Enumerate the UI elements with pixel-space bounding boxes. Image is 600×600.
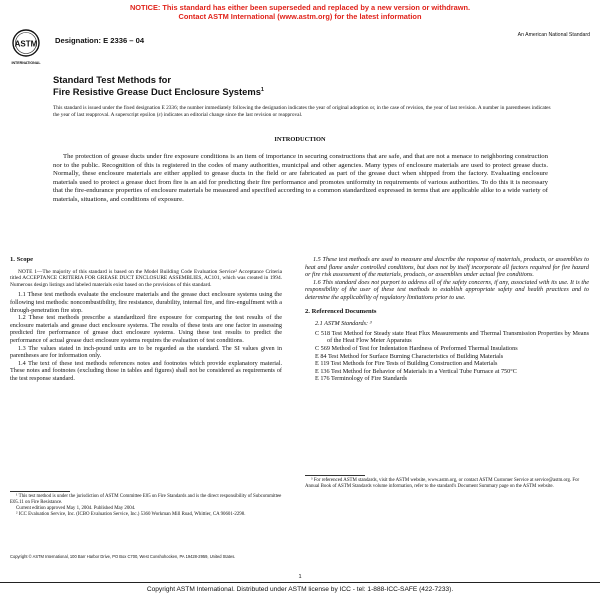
license-line: Copyright ASTM International. Distributed under ASTM license by ICC - tel: 1-888-ICC-SAFE (422-7233). (146, 586, 454, 593)
footnotes-right (305, 478, 589, 490)
reference-item: E 136 Test Method for Behavior of Materials in a Vertical Tube Furnace at 750°C (315, 367, 517, 375)
right-column (305, 256, 589, 383)
footnotes-left (10, 494, 282, 518)
reference-list (305, 330, 589, 383)
notice-line-2: Contact ASTM International (www.astm.org) for the latest information (178, 12, 422, 21)
footnote-1: ¹ This test method is under the jurisdiction of ASTM Committee E05 on Fire Standards and is the direct responsibility of Subcommittee E05.11 on Fire Resistance. (10, 494, 282, 505)
svg-text:ASTM: ASTM (14, 39, 38, 49)
introduction-text: The protection of grease ducts under fire exposure conditions is an item of importance in securing constructions that are safe, and that are not a menace to neighboring construction nor to the public. Recognition of this is registered in the codes of many authorities, municipal and other agencies. Many types of enclosure materials are used to protect grease ducts. Normally, these enclosure materials are either applied to grease ducts in the field or are fabricated as part of the grease duct when shipped from the factory. Evaluating enclosure materials used to protect a grease duct from fire is an aid for predicting their fire performance and promotes uniformity in requirements of various authorities. To do this it is necessary that the fire-endurance properties of enclosure materials be measured and specified according to a common standardized expressed in terms that are applicable alike to a wide variety of materials, situations, and conditions of exposure. (53, 153, 548, 203)
note-1: NOTE 1—The majority of this standard is based on the Model Building Code Evaluation Service² Acceptance Criteria titled ACCEPTANCE CRITERIA FOR GREASE DUCT ENCLOSURE ASSEMBLIES, AC101, which was created in 1994. Numerous design listings and labeled materials exist based on the provisions of this standard. (10, 268, 282, 288)
astm-logo-icon (10, 28, 42, 68)
footnote-divider-right (305, 475, 365, 476)
title-line-2: Fire Resistive Grease Duct Enclosure Systems$^1$ (53, 86, 264, 98)
referenced-documents-heading: 2. Referenced Documents (305, 307, 377, 315)
supersede-notice (0, 3, 600, 21)
introduction-heading: INTRODUCTION (274, 136, 326, 143)
footnote-divider-left (10, 491, 70, 492)
astm-standards-subheading: 2.1 ASTM Standards: ³ (315, 320, 372, 328)
reference-item: C 569 Method of Test for Indentation Hardness of Preformed Thermal Insulations (315, 344, 518, 352)
reference-item: E 84 Test Method for Surface Burning Characteristics of Building Materials (315, 352, 504, 360)
reference-item: E 176 Terminology of Fire Standards (315, 375, 408, 383)
bottom-divider (0, 582, 600, 583)
footnote-3: ³ For referenced ASTM standards, visit the ASTM website, www.astm.org, or contact ASTM Customer Service at service@astm.org. For Annual Book of ASTM Standards volume information, refer to the standard's Document Summary page on the ASTM website. (305, 478, 580, 489)
page-number: 1 (298, 574, 302, 580)
footnote-2: ² ICC Evaluation Service, Inc. (ICBO Evaluation Service, Inc.) 5360 Workman Mill Road, Whittier, CA 90601-2298. (16, 512, 246, 517)
paragraph-1-6: 1.6 This standard does not purport to address all of the safety concerns, if any, associated with its use. It is the responsibility of the user of these test methods to establish appropriate safety and health practices and to determine the applicability of regulatory limitations prior to use. (305, 278, 589, 301)
document-title (53, 75, 264, 97)
left-column (10, 256, 282, 383)
paragraph-1-1: 1.1 These test methods evaluate the enclosure materials and the grease duct enclosure systems using the following test methods: noncombustibility, fire resistance, durability, internal fire, and fire-engulfment with a through-penetration fire stop. (10, 291, 282, 314)
ans-label: An American National Standard (517, 32, 590, 38)
paragraph-1-5: 1.5 These test methods are used to measure and describe the response of materials, products, or assemblies to heat and flame under controlled conditions, but does not by itself incorporate all factors required for fire hazard or fire risk assessment of the materials, products, or assemblies under actual fire conditions. (305, 256, 589, 279)
notice-line-1: NOTICE: This standard has either been superseded and replaced by a new version or withdrawn. (129, 3, 471, 12)
standard-note: This standard is issued under the fixed designation E 2336; the number immediately following the designation indicates the year of original adoption or, in the case of revision, the year of last revision. A number in parentheses indicates the year of last reapproval. A superscript epsilon (ε) indicates an editorial change since the last revision or reapproval. (53, 105, 551, 118)
copyright-line: Copyright © ASTM International, 100 Barr Harbor Drive, PO Box C700, West Conshohocken, PA 19428-2959, United States. (10, 554, 236, 559)
title-line-1: Standard Test Methods for (53, 74, 172, 85)
scope-heading: 1. Scope (10, 256, 34, 263)
paragraph-1-3: 1.3 The values stated in inch-pound units are to be regarded as the standard. The SI values given in parentheses are for information only. (10, 344, 282, 360)
designation: Designation: E 2336 – 04 (55, 36, 145, 45)
reference-item: E 119 Test Methods for Fire Tests of Building Construction and Materials (315, 360, 498, 368)
reference-item: C 518 Test Method for Steady state Heat Flux Measurements and Thermal Transmission Properties by Means of the Heat Flow Meter Apparatus (315, 329, 589, 345)
footnote-1-edition: Current edition approved May 1, 2004. Published May 2004. (16, 506, 136, 511)
astm-logo (10, 28, 42, 68)
paragraph-1-2: 1.2 These test methods prescribe a standardized fire exposure for comparing the test results of the enclosure materials and grease duct enclosure systems. The results of these tests are one factor in assessing predicted fire performance of grease duct enclosure systems. Using these test results to predict the performance of actual grease duct enclosure systems requires the evaluation of test conditions. (10, 314, 282, 344)
paragraph-1-4: 1.4 The text of these test methods references notes and footnotes which provide explanatory material. These notes and footnotes (excluding those in tables and figures) shall not be considered as requirements of the test response standard. (10, 359, 282, 382)
logo-caption: INTERNATIONAL (11, 61, 41, 65)
